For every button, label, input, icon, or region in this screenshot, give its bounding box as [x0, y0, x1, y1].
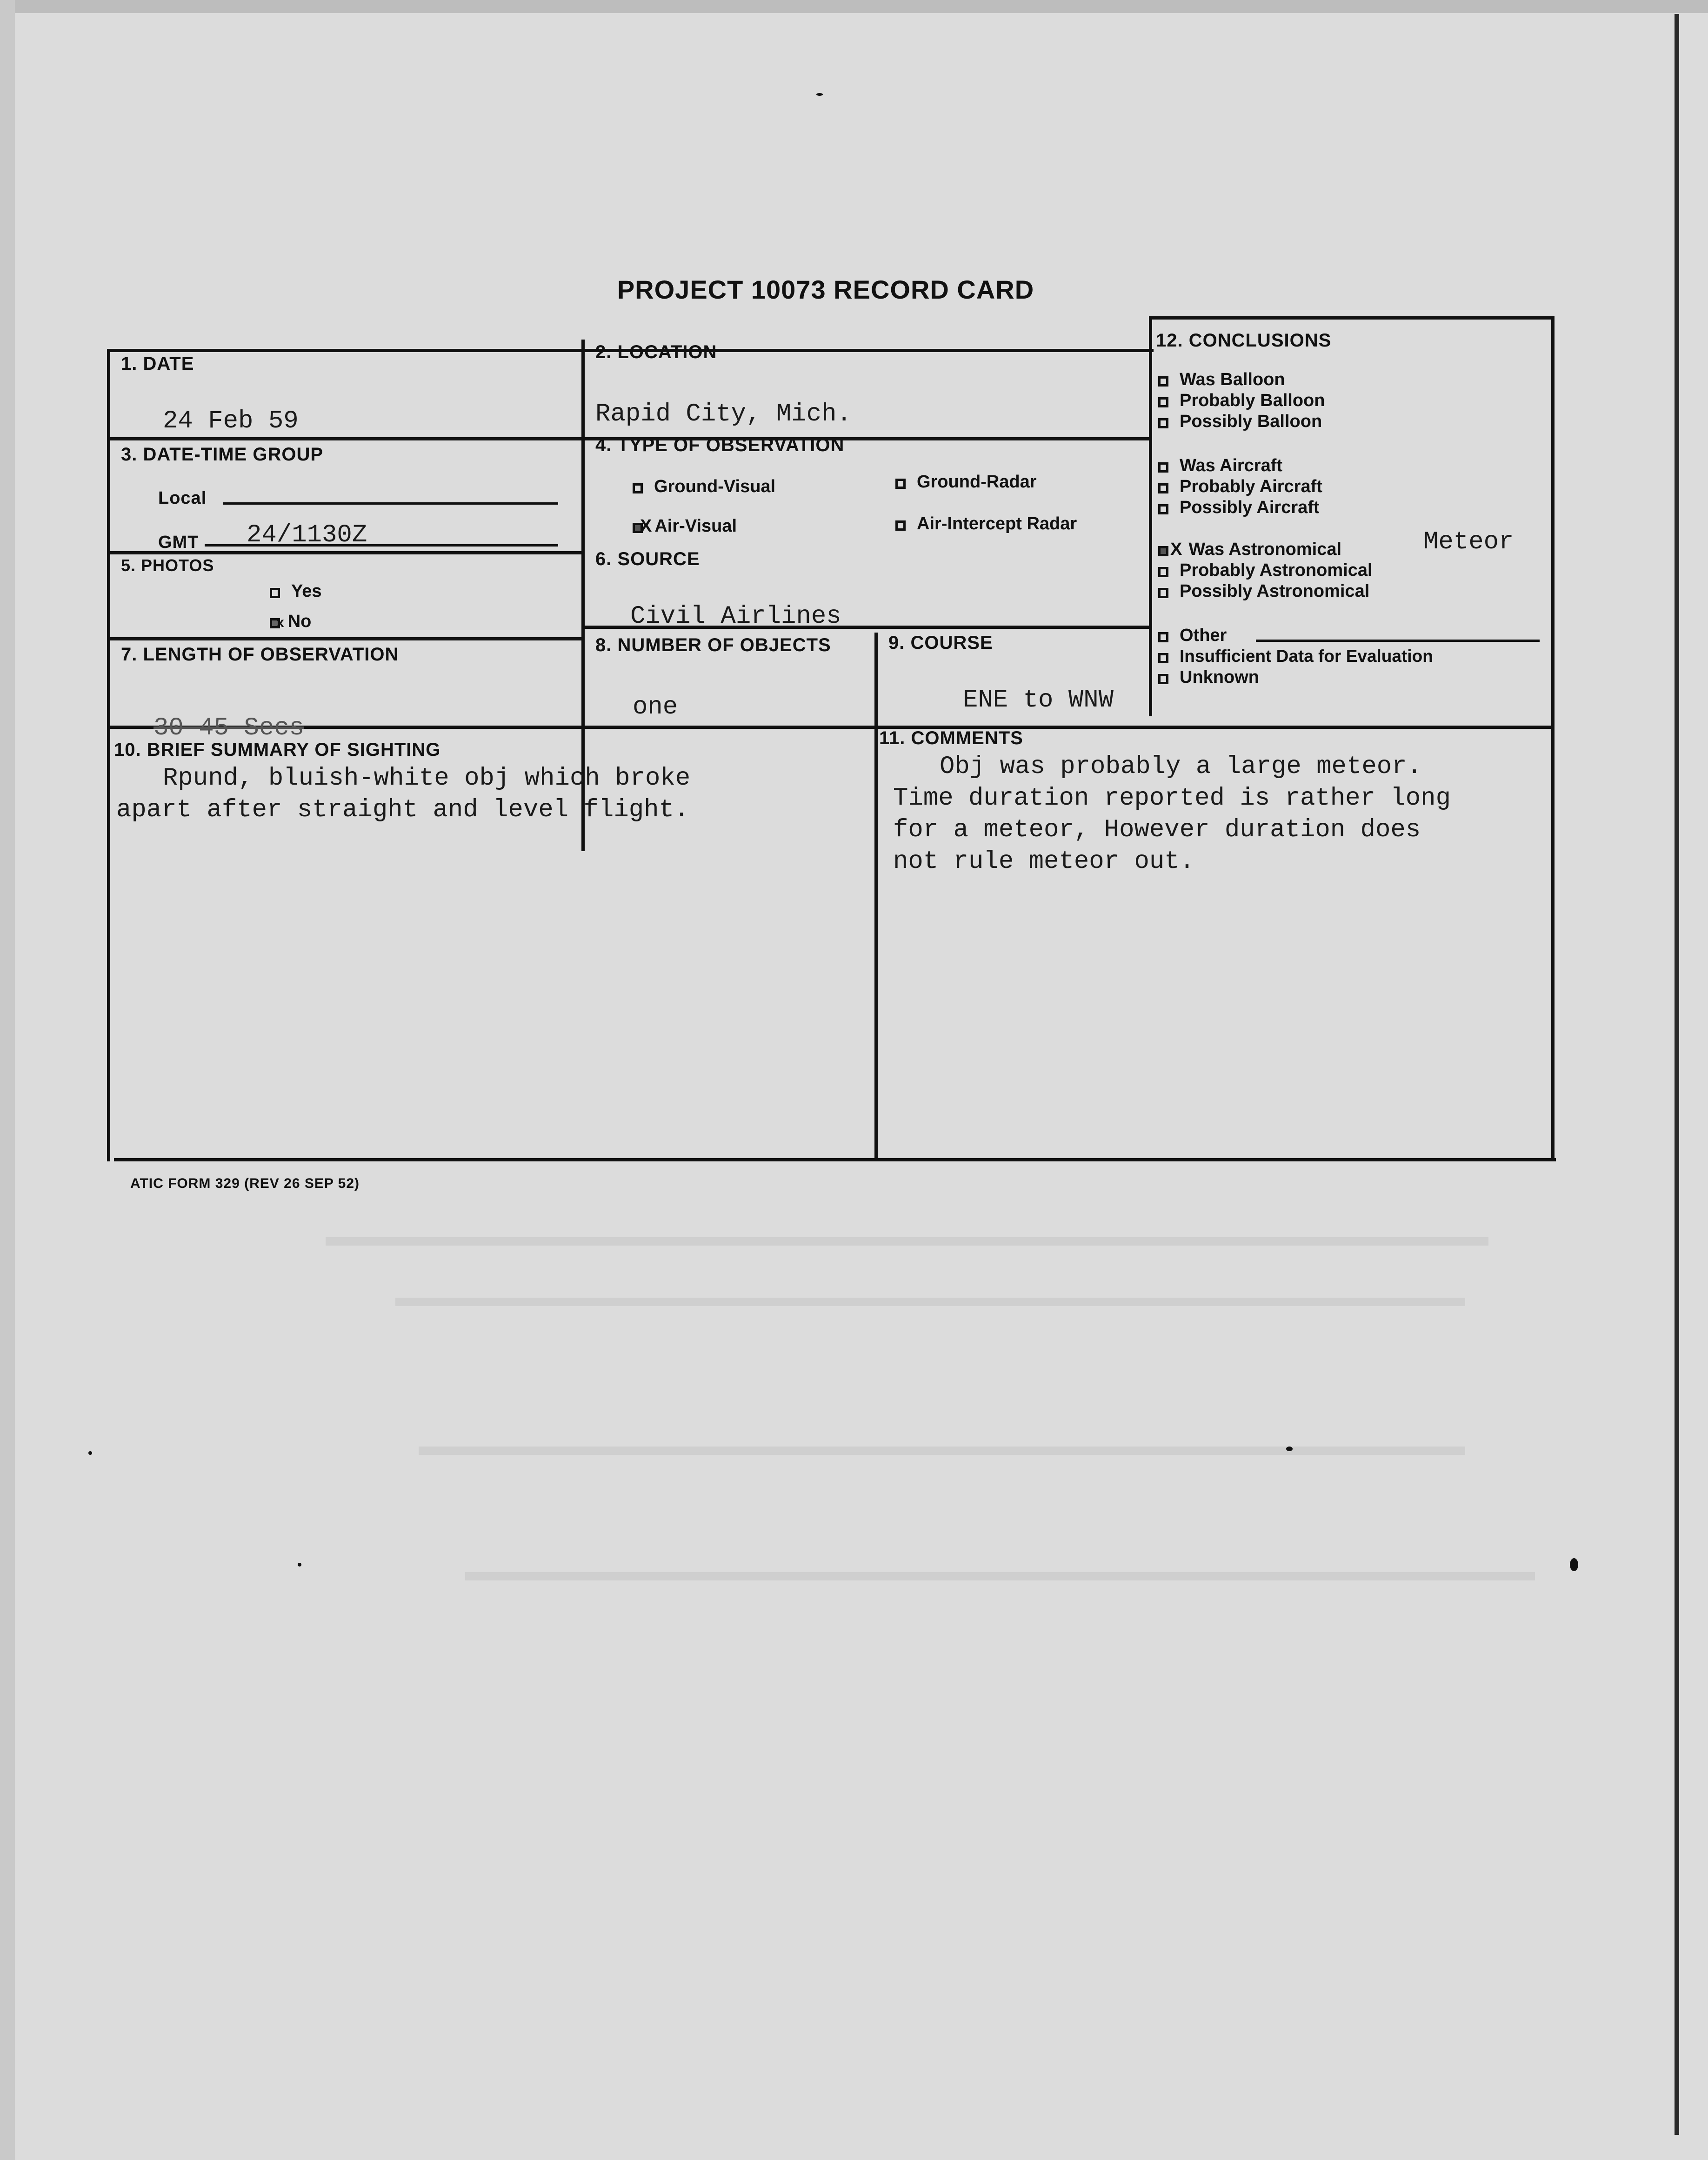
bleed-through-line — [419, 1447, 1465, 1455]
comments-text — [893, 751, 1451, 878]
option-label: Probably Astronomical — [1180, 560, 1373, 580]
option-air-visual[interactable] — [633, 516, 737, 536]
length-of-observation-label: 7. LENGTH OF OBSERVATION — [121, 644, 399, 665]
option-air-intercept-radar[interactable] — [895, 514, 1077, 534]
checkbox[interactable] — [1158, 546, 1168, 556]
option-label: No — [287, 612, 312, 631]
option-label: Probably Balloon — [1180, 391, 1325, 410]
conclusion-other[interactable] — [1158, 626, 1227, 646]
comment-line: for a meteor, However duration does — [893, 816, 1421, 844]
divider-h4 — [107, 637, 581, 640]
other-underline — [1256, 640, 1540, 642]
option-label: Yes — [291, 581, 322, 601]
conclusion-probably-astronomical[interactable] — [1158, 560, 1373, 580]
option-label: Was Balloon — [1180, 370, 1285, 389]
card-border-bottom — [114, 1158, 1556, 1161]
record-card — [107, 316, 1558, 1163]
scan-speck — [88, 1451, 92, 1455]
checkbox[interactable] — [1158, 462, 1168, 473]
scan-left-edge — [0, 0, 15, 2160]
checkbox[interactable] — [1158, 674, 1168, 684]
scan-speck — [1286, 1447, 1293, 1451]
number-of-objects-label: 8. NUMBER OF OBJECTS — [595, 635, 831, 655]
checkbox[interactable] — [1158, 653, 1168, 663]
option-label: Air-Intercept Radar — [917, 514, 1077, 533]
checkbox-photos-yes[interactable] — [270, 588, 280, 598]
option-label: Air-Visual — [654, 516, 737, 536]
card-border-top-right — [1149, 316, 1554, 320]
local-label: Local — [158, 488, 207, 508]
checkbox-air-intercept-radar[interactable] — [895, 520, 906, 531]
photos-label: 5. PHOTOS — [121, 556, 214, 575]
checkbox[interactable] — [1158, 588, 1168, 598]
option-label: Was Aircraft — [1180, 456, 1283, 475]
course-value: ENE to WNW — [963, 686, 1114, 714]
checkbox-mark: X — [640, 516, 652, 536]
course-label: 9. COURSE — [888, 633, 993, 653]
option-label: Was Astronomical — [1188, 540, 1342, 559]
conclusion-possibly-aircraft[interactable] — [1158, 498, 1320, 518]
conclusion-was-aircraft[interactable] — [1158, 456, 1282, 476]
divider-h5 — [107, 726, 1554, 729]
option-label: Possibly Astronomical — [1180, 581, 1370, 601]
form-id: ATIC FORM 329 (REV 26 SEP 52) — [130, 1176, 360, 1191]
scan-speck — [298, 1563, 301, 1567]
source-value: Civil Airlines — [630, 602, 841, 631]
option-label: Insufficient Data for Evaluation — [1180, 647, 1433, 666]
scan-speck — [816, 93, 823, 96]
date-label: 1. DATE — [121, 353, 194, 374]
conclusion-probably-aircraft[interactable] — [1158, 477, 1322, 497]
checkbox-mark: x — [276, 615, 284, 630]
date-value: 24 Feb 59 — [163, 407, 299, 435]
option-label: Possibly Aircraft — [1180, 498, 1320, 517]
summary-line: apart after straight and level flight. — [116, 796, 689, 824]
checkbox[interactable] — [1158, 397, 1168, 407]
card-border-right — [1551, 316, 1555, 1161]
conclusion-unknown[interactable] — [1158, 667, 1259, 687]
option-label: Ground-Visual — [654, 477, 776, 496]
comment-line: Time duration reported is rather long — [893, 784, 1451, 813]
gmt-value: 24/1130Z — [247, 521, 367, 549]
location-label: 2. LOCATION — [595, 342, 717, 362]
option-label: Possibly Balloon — [1180, 412, 1322, 431]
checkbox[interactable] — [1158, 504, 1168, 514]
conclusion-note: Meteor — [1423, 528, 1514, 556]
scan-right-edge — [1675, 14, 1679, 2135]
scan-speck — [1570, 1558, 1578, 1571]
brief-summary-text — [116, 763, 690, 826]
summary-line: Rpund, bluish-white obj which broke — [163, 764, 691, 793]
gmt-label: GMT — [158, 533, 199, 552]
checkbox[interactable] — [1158, 632, 1168, 642]
comment-line: Obj was probably a large meteor. — [940, 753, 1422, 781]
checkbox[interactable] — [1158, 418, 1168, 428]
bleed-through-line — [326, 1237, 1488, 1246]
length-of-observation-value: 30-45 Secs — [153, 714, 305, 742]
option-label: Unknown — [1180, 667, 1259, 687]
checkbox-mark: X — [1170, 540, 1182, 559]
divider-v2 — [1149, 316, 1152, 716]
option-photos-yes[interactable] — [270, 581, 322, 601]
location-value: Rapid City, Mich. — [595, 400, 852, 428]
bleed-through-line — [465, 1572, 1535, 1580]
conclusion-was-balloon[interactable] — [1158, 370, 1285, 390]
bleed-through-line — [395, 1298, 1465, 1306]
conclusion-was-astronomical[interactable] — [1158, 540, 1341, 560]
option-photos-no[interactable] — [270, 612, 311, 632]
brief-summary-label: 10. BRIEF SUMMARY OF SIGHTING — [114, 740, 441, 760]
conclusion-possibly-balloon[interactable] — [1158, 412, 1322, 432]
divider-v3 — [874, 633, 878, 1160]
checkbox[interactable] — [1158, 376, 1168, 387]
local-underline — [223, 502, 558, 505]
source-label: 6. SOURCE — [595, 549, 700, 569]
comment-line: not rule meteor out. — [893, 847, 1195, 876]
checkbox-ground-radar[interactable] — [895, 479, 906, 489]
scan-top-edge — [0, 0, 1708, 13]
checkbox-ground-visual[interactable] — [633, 483, 643, 493]
option-ground-visual[interactable] — [633, 477, 775, 497]
date-time-group-label: 3. DATE-TIME GROUP — [121, 444, 324, 465]
comments-label: 11. COMMENTS — [879, 728, 1023, 748]
conclusion-probably-balloon[interactable] — [1158, 391, 1325, 411]
checkbox[interactable] — [1158, 483, 1168, 493]
option-label: Ground-Radar — [917, 472, 1037, 492]
checkbox[interactable] — [1158, 567, 1168, 577]
number-of-objects-value: one — [633, 693, 678, 721]
option-ground-radar[interactable] — [895, 472, 1037, 492]
card-border-left — [107, 349, 110, 1161]
conclusions-label: 12. CONCLUSIONS — [1156, 330, 1332, 351]
option-label: Other — [1180, 626, 1227, 645]
conclusion-insufficient-data[interactable] — [1158, 647, 1433, 666]
option-label: Probably Aircraft — [1180, 477, 1322, 496]
type-of-observation-label: 4. TYPE OF OBSERVATION — [595, 435, 845, 455]
card-title: PROJECT 10073 RECORD CARD — [617, 275, 1034, 304]
conclusion-possibly-astronomical[interactable] — [1158, 581, 1369, 601]
